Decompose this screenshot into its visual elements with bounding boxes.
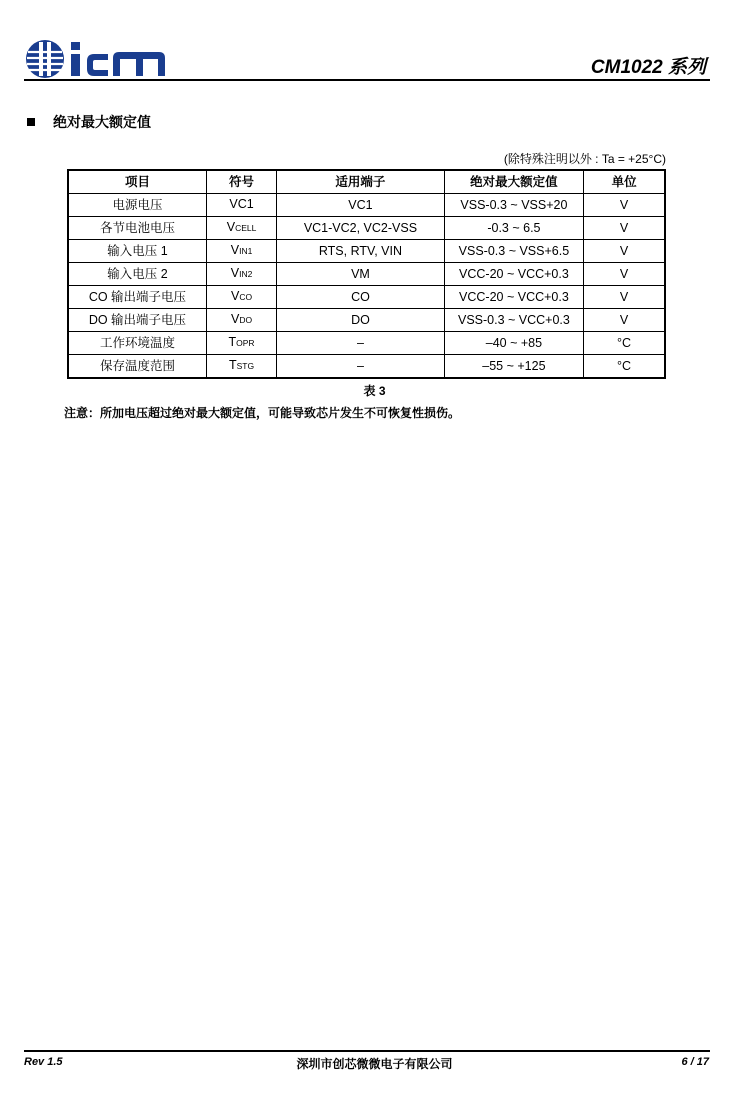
cell-pins: VM [277,263,445,286]
cell-symbol [206,355,276,379]
cell-unit: V [584,217,665,240]
symbol-main: V [230,312,240,326]
cell-symbol [206,217,276,240]
section-heading [27,112,151,132]
table-row [68,194,665,217]
cell-symbol [206,286,276,309]
footer-divider [24,1050,710,1052]
symbol-main: T [228,358,237,372]
cell-pins: DO [277,309,445,332]
symbol-main: T [228,335,237,349]
cell-unit: V [584,240,665,263]
cell-pins: VC1 [277,194,445,217]
square-bullet-icon [27,118,35,126]
cell-unit: °C [584,332,665,355]
cell-item: 输入电压 1 [68,240,206,263]
table-row [68,355,665,379]
column-header-symbol: 符号 [206,170,276,194]
footer-company: 深圳市创芯微微电子有限公司 [296,1057,453,1071]
symbol-subscript: OPR [236,338,255,348]
table-row [68,286,665,309]
table-row [68,309,665,332]
cell-symbol [206,263,276,286]
cell-item: 各节电池电压 [68,217,206,240]
column-header-unit: 单位 [584,170,665,194]
cell-rating: VSS-0.3 ~ VSS+20 [444,194,583,217]
table-row [68,240,665,263]
cell-symbol [206,194,276,217]
cell-unit: V [584,309,665,332]
symbol-main: V [230,289,240,303]
symbol-subscript: IN1 [239,246,253,256]
symbol-subscript: DO [239,315,253,325]
symbol-subscript: IN2 [239,269,253,279]
cell-item: DO 输出端子电压 [68,309,206,332]
cell-rating: –55 ~ +125 [444,355,583,379]
cell-item: 电源电压 [68,194,206,217]
symbol-subscript: CO [239,292,253,302]
cell-item: 工作环境温度 [68,332,206,355]
cell-unit: V [584,263,665,286]
symbol-main: V [226,220,236,234]
table-caption: 表 3 [363,384,386,398]
series-title: CM1022 系列 [590,57,706,78]
cell-rating: VSS-0.3 ~ VSS+6.5 [444,240,583,263]
cell-unit: °C [584,355,665,379]
cell-pins: RTS, RTV, VIN [277,240,445,263]
cell-pins: – [277,355,445,379]
table-condition-note: (除特殊注明以外 : Ta = +25°C) [503,152,666,166]
symbol-main: V [230,243,240,257]
cell-pins: – [277,332,445,355]
symbol-main: VC1 [229,197,254,211]
cell-pins: CO [277,286,445,309]
cell-rating: -0.3 ~ 6.5 [444,217,583,240]
cell-item: 保存温度范围 [68,355,206,379]
symbol-subscript: CELL [235,223,257,233]
absolute-max-ratings-table [67,169,666,379]
cell-symbol [206,240,276,263]
cell-item: CO 输出端子电压 [68,286,206,309]
symbol-main: V [230,266,240,280]
section-heading-text: 绝对最大额定值 [53,114,151,130]
table-header-row [68,170,665,194]
cell-rating: VCC-20 ~ VCC+0.3 [444,286,583,309]
cell-unit: V [584,194,665,217]
cell-rating: –40 ~ +85 [444,332,583,355]
cell-item: 输入电压 2 [68,263,206,286]
footer-revision: Rev 1.5 [24,1056,63,1068]
company-logo [24,38,170,80]
cell-rating: VCC-20 ~ VCC+0.3 [444,263,583,286]
cell-symbol [206,332,276,355]
warning-note: 注意：所加电压超过绝对最大额定值，可能导致芯片发生不可恢复性损伤。 [64,406,461,420]
footer-page-number: 6 / 17 [681,1056,709,1068]
table-row [68,217,665,240]
column-header-rating: 绝对最大额定值 [444,170,583,194]
column-header-pins: 适用端子 [277,170,445,194]
symbol-subscript: STG [236,361,255,371]
cell-symbol [206,309,276,332]
table-body [68,194,665,379]
table-row [68,332,665,355]
cell-rating: VSS-0.3 ~ VCC+0.3 [444,309,583,332]
cell-pins: VC1-VC2, VC2-VSS [277,217,445,240]
header-divider [24,79,710,81]
column-header-item: 项目 [68,170,206,194]
table-row [68,263,665,286]
cell-unit: V [584,286,665,309]
